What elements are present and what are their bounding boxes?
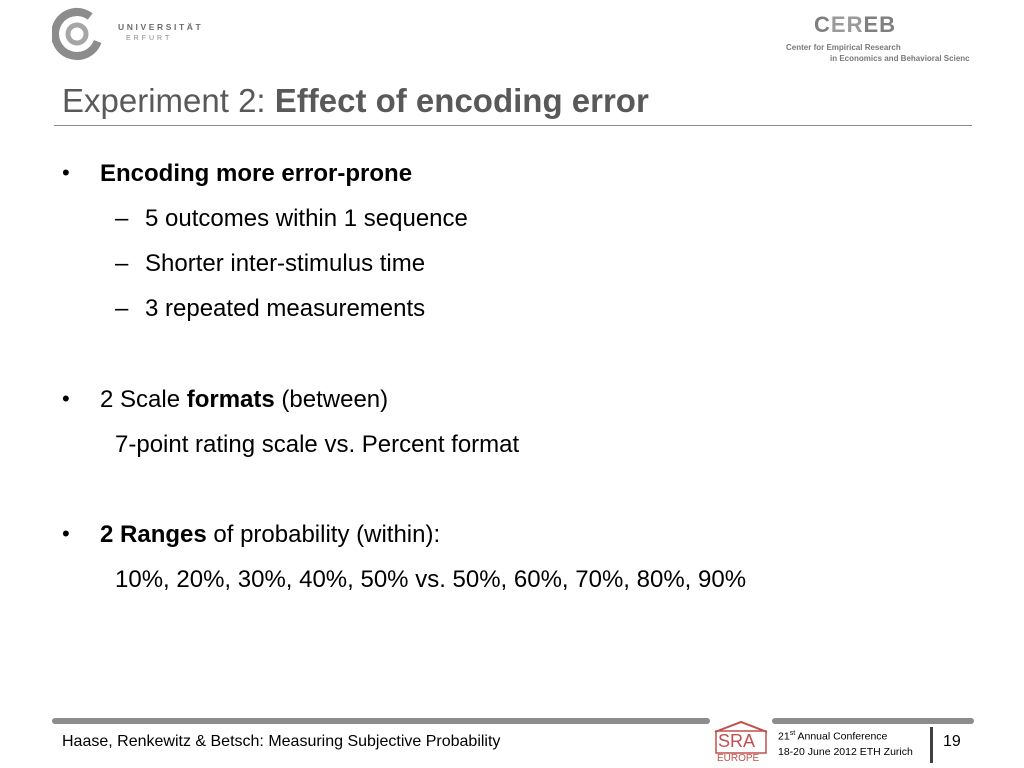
footer-bar-left [52, 718, 710, 724]
sub-bullet-1-text: 5 outcomes within 1 sequence [145, 205, 468, 232]
cereb-logo [780, 10, 1010, 70]
bullet-2-detail: 7-point rating scale vs. Percent format [115, 431, 520, 458]
cereb-tagline-2: in Economics and Behavioral Scienc [830, 54, 970, 63]
bullet-2-text: 2 Scale formats (between) [100, 386, 389, 413]
sub-bullet-marker: – [115, 205, 129, 232]
title-divider [54, 125, 972, 126]
footer-bar-right [772, 718, 974, 724]
bullet-marker: • [62, 160, 70, 185]
sra-europe-logo [712, 720, 770, 768]
title-prefix: Experiment 2: [62, 82, 275, 119]
sra-label: SRA [718, 731, 756, 751]
title-emphasis: Effect of encoding error [274, 82, 649, 119]
sub-bullet-marker: – [115, 250, 129, 277]
footer-authors: Haase, Renkewitz & Betsch: Measuring Subjective Probability [62, 733, 501, 750]
sra-europe-label: EUROPE [717, 753, 760, 764]
bullet-marker: • [62, 521, 70, 546]
footer-divider [930, 727, 933, 763]
sub-bullet-3-text: 3 repeated measurements [145, 295, 426, 322]
bullet-3-detail: 10%, 20%, 30%, 40%, 50% vs. 50%, 60%, 70%, 80%, 90% [115, 566, 747, 593]
bullet-3-text: 2 Ranges of probability (within): [100, 521, 441, 548]
sub-bullet-marker: – [115, 295, 129, 322]
page-number: 19 [943, 733, 961, 750]
conference-title: 21st Annual Conference [778, 730, 888, 743]
university-city: ERFURT [126, 35, 173, 42]
cereb-wordmark: CEREB [814, 12, 897, 37]
university-name: UNIVERSITÄT [118, 22, 204, 32]
bullet-1-text: Encoding more error-prone [100, 160, 413, 187]
bullet-marker: • [62, 386, 70, 411]
cereb-tagline-1: Center for Empirical Research [786, 43, 901, 52]
sub-bullet-2-text: Shorter inter-stimulus time [145, 250, 426, 277]
conference-date: 18-20 June 2012 ETH Zurich [778, 746, 913, 758]
university-logo [52, 6, 204, 62]
slide-title [62, 82, 649, 120]
university-emblem-icon [52, 6, 108, 62]
